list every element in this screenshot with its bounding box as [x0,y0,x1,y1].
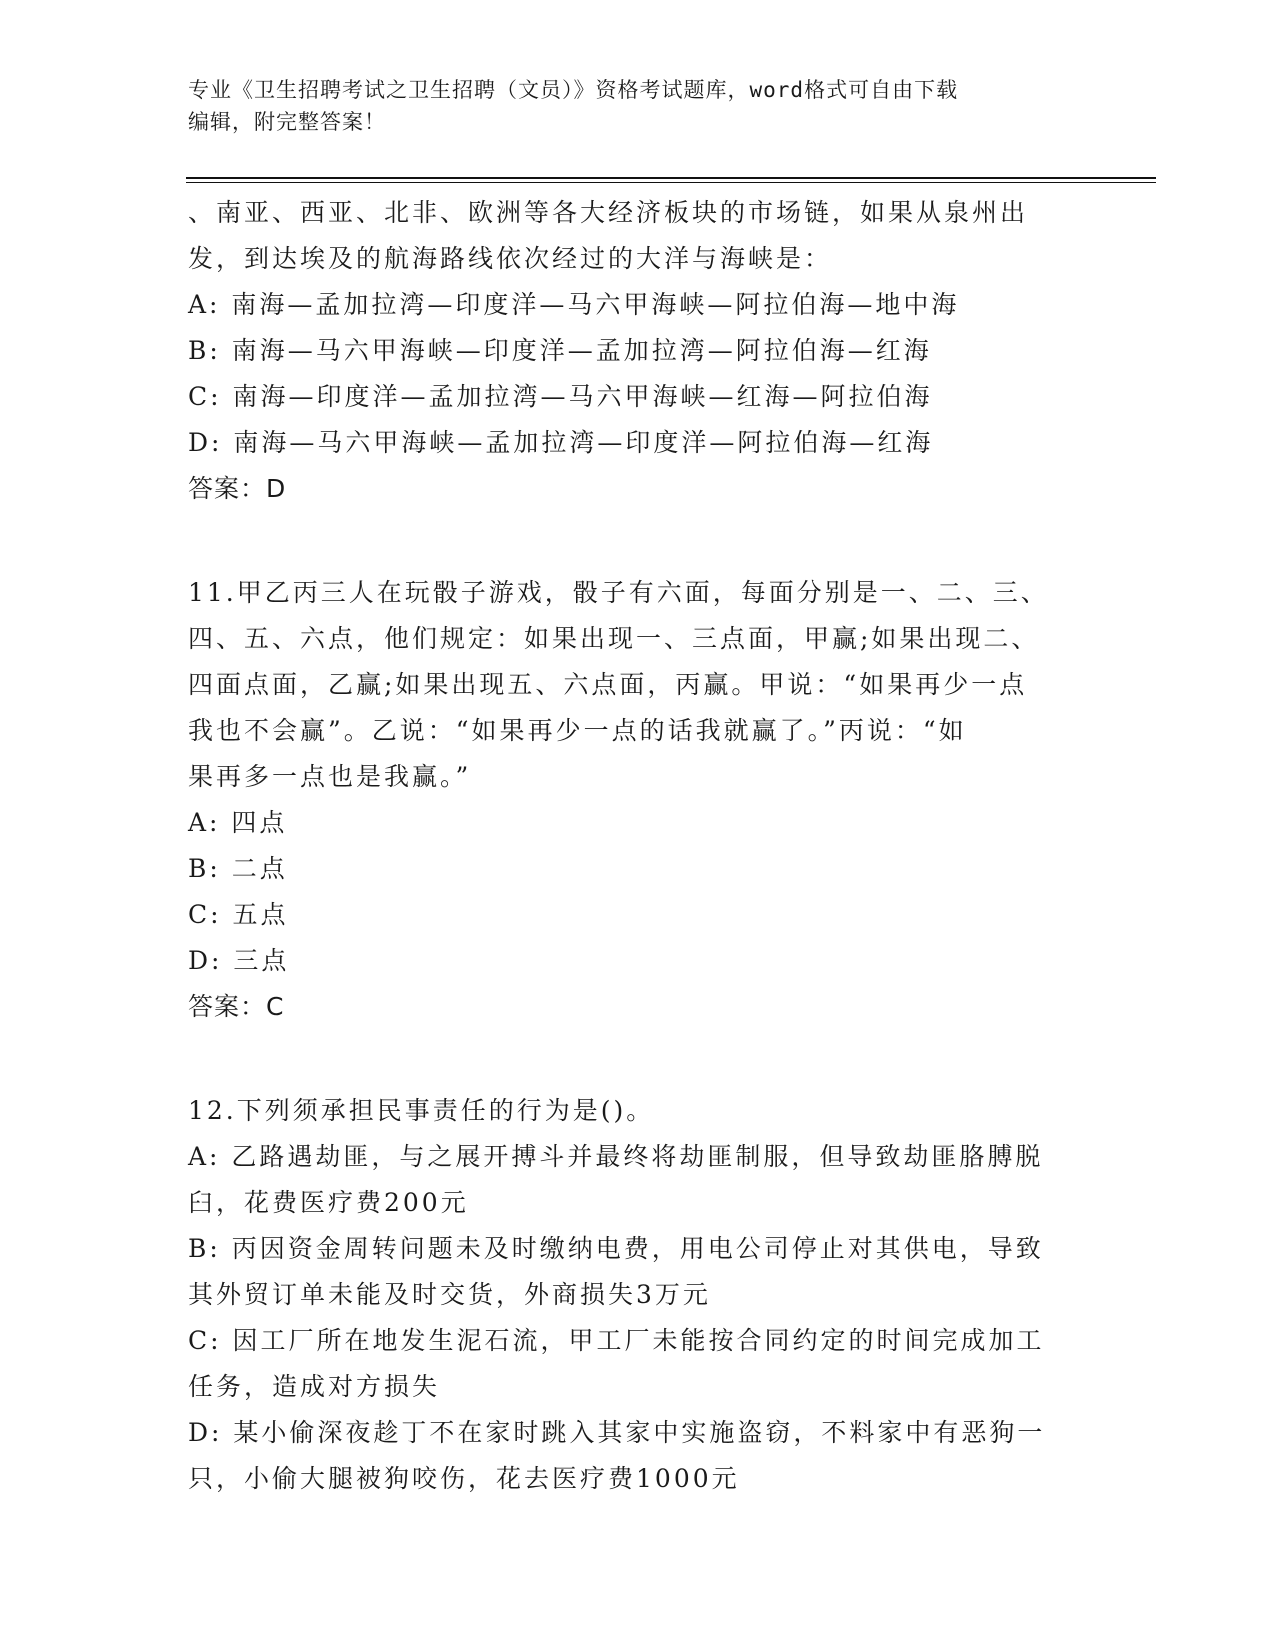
question-text-line: 果再多一点也是我赢。” [188,762,472,791]
option-d: D: 三点 [188,946,290,975]
option-a: A: 四点 [188,808,288,837]
option-c: C: 因工厂所在地发生泥石流，甲工厂未能按合同约定的时间完成加工 [188,1326,1045,1355]
question-text-line: 我也不会赢”。乙说：“如果再少一点的话我就赢了。”丙说：“如 [188,716,967,745]
question-text-line: 发，到达埃及的航海路线依次经过的大洋与海峡是： [188,244,833,273]
option-c-continued: 任务，造成对方损失 [188,1372,441,1401]
spacer [188,1030,1088,1088]
option-a: A: 乙路遇劫匪，与之展开搏斗并最终将劫匪制服，但导致劫匪胳膊脱 [188,1142,1044,1171]
option-c: C: 南海—印度洋—孟加拉湾—马六甲海峡—红海—阿拉伯海 [188,382,933,411]
header-line-1: 专业《卫生招聘考试之卫生招聘（文员）》资格考试题库，word格式可自由下载 [188,78,959,102]
option-a: A: 南海—孟加拉湾—印度洋—马六甲海峡—阿拉伯海—地中海 [188,290,960,319]
answer-label: 答案：D [188,474,287,503]
question-text-line: 12.下列须承担民事责任的行为是()。 [188,1096,655,1125]
answer-label: 答案：C [188,992,285,1021]
question-11 [188,570,1088,1030]
question-12 [188,1088,1088,1502]
question-text-line: 11.甲乙丙三人在玩骰子游戏，骰子有六面，每面分别是一、二、三、 [188,578,1049,607]
option-d-continued: 只，小偷大腿被狗咬伤，花去医疗费1000元 [188,1464,740,1493]
option-b: B: 南海—马六甲海峡—印度洋—孟加拉湾—阿拉伯海—红海 [188,336,932,365]
option-b-continued: 其外贸订单未能及时交货，外商损失3万元 [188,1280,711,1309]
header-divider-thick [186,177,1156,179]
option-d: D: 南海—马六甲海峡—孟加拉湾—印度洋—阿拉伯海—红海 [188,428,934,457]
option-a-continued: 臼，花费医疗费200元 [188,1188,469,1217]
option-d: D: 某小偷深夜趁丁不在家时跳入其家中实施盗窃，不料家中有恶狗一 [188,1418,1046,1447]
question-text-line: 四面点面，乙赢;如果出现五、六点面，丙赢。甲说：“如果再少一点 [188,670,1028,699]
option-b: B: 二点 [188,854,288,883]
spacer [188,512,1088,570]
option-c: C: 五点 [188,900,289,929]
header-divider-thin [186,182,1156,183]
question-text-line: 、南亚、西亚、北非、欧洲等各大经济板块的市场链，如果从泉州出 [188,198,1029,227]
question-text-line: 四、五、六点，他们规定：如果出现一、三点面，甲赢;如果出现二、 [188,624,1040,653]
header-line-2: 编辑，附完整答案！ [188,110,386,134]
document-body [188,190,1088,1502]
document-header [188,74,1088,138]
option-b: B: 丙因资金周转问题未及时缴纳电费，用电公司停止对其供电，导致 [188,1234,1044,1263]
question-10 [188,190,1088,512]
